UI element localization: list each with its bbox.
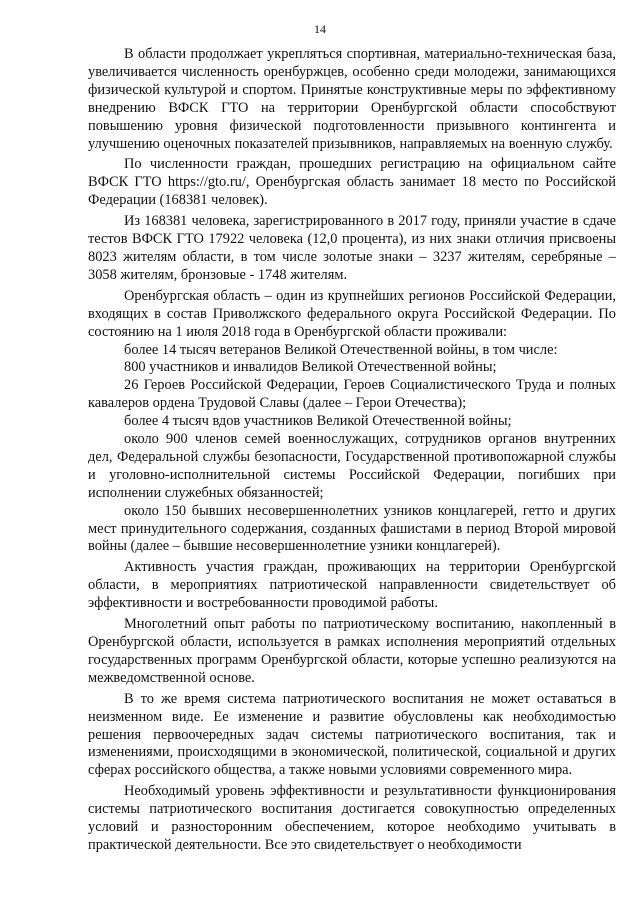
- list-item-veterans: более 14 тысяч ветеранов Великой Отечественной войны, в том числе:: [124, 341, 558, 358]
- list-item-participants: 800 участников и инвалидов Великой Отечественной войны;: [124, 359, 497, 376]
- list-item-heroes: 26 Героев Российской Федерации, Героев Социалистического Труда и полных кавалеров ордена Трудовой Славы (далее – Герои Отечества);: [88, 377, 616, 412]
- paragraph-system-change: В то же время система патриотического воспитания не может оставаться в неизменном виде. Ее изменение и развитие обусловлены как необходимостью решения первоочередных задач системы патриотического воспитания, так и изменениями, происходящими в экономической, политической, социальной и других сферах российского общества, а также новыми условиями современного мира.: [88, 690, 616, 779]
- paragraph-sports-base: В области продолжает укрепляться спортивная, материально-техническая база, увеличивается численность оренбуржцев, особенно среди молодежи, занимающихся физической культурой и спортом. Принятые конструктивные меры по эффективному внедрению ВФСК ГТО на территории Оренбургской области способствуют повышению уровня физической подготовленности призывного контингента и улучшению оценочных показателей призывников, направляемых на военную службу.: [88, 46, 616, 152]
- paragraph-gto-registration: По численности граждан, прошедших регистрацию на официальном сайте ВФСК ГТО https://gto.ru/, Оренбургская область занимает 18 место по Российской Федерации (168381 человек).: [88, 156, 616, 209]
- page-number: 14: [314, 22, 326, 36]
- paragraph-activity: Активность участия граждан, проживающих на территории Оренбургской области, в мероприятиях патриотической направленности свидетельствует об эффективности и востребованности проводимой работы.: [88, 559, 616, 612]
- paragraph-region-overview: Оренбургская область – один из крупнейших регионов Российской Федерации, входящих в состав Приволжского федерального округа Российской Федерации. По состоянию на 1 июля 2018 года в Оренбургской области проживали:: [88, 287, 616, 340]
- paragraph-experience: Многолетний опыт работы по патриотическому воспитанию, накопленный в Оренбургской области, используется в рамках исполнения мероприятий отдельных государственных программ Оренбургской области, которые успешно реализуются на межведомственной основе.: [88, 616, 616, 686]
- paragraph-effectiveness: Необходимый уровень эффективности и результативности функционирования системы патриотического воспитания достигается совокупностью определенных условий и разносторонним обеспечением, которое необходимо учитывать в практической деятельности. Все это свидетельствует о необходимости: [88, 783, 616, 853]
- list-item-families: около 900 членов семей военнослужащих, сотрудников органов внутренних дел, Федеральной службы безопасности, Государственной противопожарной службы и уголовно-исполнительной системы Российской Федерации, погибших при исполнении служебных обязанностей;: [88, 431, 616, 501]
- list-item-widows: более 4 тысяч вдов участников Великой Отечественной войны;: [124, 413, 512, 430]
- paragraph-gto-tests: Из 168381 человека, зарегистрированного в 2017 году, приняли участие в сдаче тестов ВФСК ГТО 17922 человека (12,0 процента), из них знаки отличия присвоены 8023 жителям области, в том числе золотые знаки – 3237 жителям, серебряные – 3058 жителям, бронзовые - 1748 жителям.: [88, 213, 616, 283]
- list-item-prisoners: около 150 бывших несовершеннолетних узников концлагерей, гетто и других мест принудительного содержания, созданных фашистами в период Второй мировой войны (далее – бывшие несовершеннолетние узники концлагерей).: [88, 502, 616, 555]
- document-body: [88, 46, 616, 855]
